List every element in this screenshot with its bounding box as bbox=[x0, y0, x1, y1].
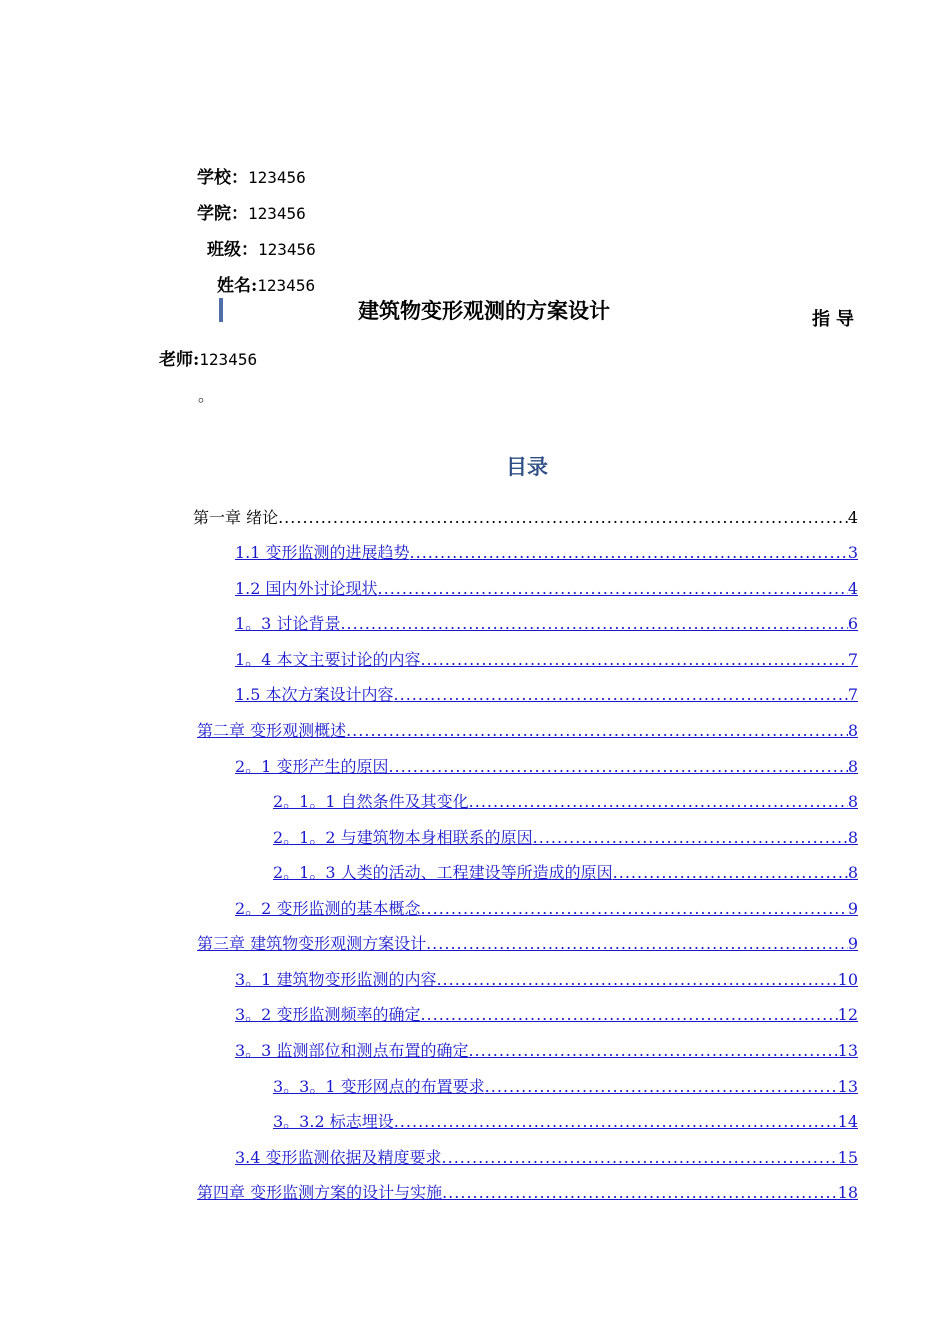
toc-entry-label: 3。2 变形监测频率的确定 bbox=[235, 1005, 421, 1024]
college-value: 123456 bbox=[248, 204, 306, 223]
toc-entry[interactable] bbox=[273, 861, 858, 885]
toc-entry-label: 1.1 变形监测的进展趋势 bbox=[235, 543, 410, 562]
text-cursor-bar bbox=[219, 298, 223, 322]
toc-entry-label: 1.2 国内外讨论现状 bbox=[235, 579, 378, 598]
toc-entry-label: 第三章 建筑物变形观测方案设计 bbox=[197, 934, 427, 953]
stray-period: 。 bbox=[198, 386, 215, 405]
toc-entry[interactable] bbox=[235, 541, 858, 565]
toc-entry-label: 2。1 变形产生的原因 bbox=[235, 757, 389, 776]
toc-leader-dots bbox=[420, 897, 847, 921]
toc-entry[interactable] bbox=[235, 968, 858, 992]
name-line bbox=[217, 271, 315, 296]
toc-title: 目录 bbox=[506, 454, 548, 479]
toc-entry-page: 10 bbox=[837, 970, 858, 989]
toc-leader-dots bbox=[346, 719, 848, 743]
toc-entry[interactable] bbox=[235, 897, 858, 921]
toc-entry-label: 第一章 绪论 bbox=[193, 508, 279, 527]
toc-entry[interactable] bbox=[193, 506, 858, 530]
toc-entry-page: 12 bbox=[837, 1005, 858, 1024]
advisor-label-part2: 老师: bbox=[159, 350, 200, 370]
toc-entry-label: 2。1。1 自然条件及其变化 bbox=[273, 792, 469, 811]
toc-entry-page: 18 bbox=[837, 1183, 858, 1202]
toc-entry-label: 3。3 监测部位和测点布置的确定 bbox=[235, 1041, 469, 1060]
advisor-value: 123456 bbox=[199, 350, 258, 369]
class-value: 123456 bbox=[258, 240, 316, 259]
toc-entry[interactable] bbox=[273, 790, 858, 814]
toc-entry[interactable] bbox=[235, 1003, 858, 1027]
toc-entry[interactable] bbox=[235, 683, 858, 707]
toc-entry-label: 2。1。3 人类的活动、工程建设等所造成的原因 bbox=[273, 863, 613, 882]
advisor-line bbox=[159, 345, 257, 370]
toc-leader-dots bbox=[388, 755, 847, 779]
toc-leader-dots bbox=[378, 577, 848, 601]
name-label: 姓名: bbox=[217, 276, 258, 296]
toc-entry-page: 4 bbox=[847, 508, 858, 527]
toc-entry-page: 8 bbox=[847, 721, 858, 740]
toc-entry-label: 2。2 变形监测的基本概念 bbox=[235, 899, 421, 918]
school-value: 123456 bbox=[248, 168, 306, 187]
toc-leader-dots bbox=[278, 506, 848, 530]
toc-entry[interactable] bbox=[197, 1181, 858, 1205]
toc-entry-label: 1.5 本次方案设计内容 bbox=[235, 685, 394, 704]
toc-entry[interactable] bbox=[235, 577, 858, 601]
class-label: 班级： bbox=[207, 240, 258, 260]
toc-entry[interactable] bbox=[197, 719, 858, 743]
toc-entry-page: 6 bbox=[847, 614, 858, 633]
toc-leader-dots bbox=[442, 1181, 838, 1205]
college-label: 学院： bbox=[197, 204, 248, 224]
toc-leader-dots bbox=[442, 1146, 838, 1170]
toc-entry-page: 9 bbox=[847, 934, 858, 953]
toc-entry[interactable] bbox=[235, 1039, 858, 1063]
toc-entry-label: 3。1 建筑物变形监测的内容 bbox=[235, 970, 437, 989]
class-line bbox=[207, 235, 316, 260]
toc-entry-label: 3。3。1 变形网点的布置要求 bbox=[273, 1077, 485, 1096]
toc-entry-label: 第四章 变形监测方案的设计与实施 bbox=[197, 1183, 443, 1202]
toc-entry-page: 7 bbox=[847, 685, 858, 704]
name-value: 123456 bbox=[257, 276, 316, 295]
school-label: 学校： bbox=[197, 168, 248, 188]
school-line bbox=[197, 163, 306, 188]
toc-entry-label: 1。3 讨论背景 bbox=[235, 614, 341, 633]
toc-entry[interactable] bbox=[273, 1075, 858, 1099]
toc-leader-dots bbox=[533, 826, 848, 850]
toc-leader-dots bbox=[420, 1003, 837, 1027]
toc-entry-page: 3 bbox=[847, 543, 858, 562]
toc-leader-dots bbox=[394, 1110, 838, 1134]
toc-entry-label: 3。3.2 标志埋设 bbox=[273, 1112, 394, 1131]
toc-entry[interactable] bbox=[235, 612, 858, 636]
toc-leader-dots bbox=[468, 1039, 837, 1063]
toc-entry-page: 15 bbox=[837, 1148, 858, 1167]
toc-leader-dots bbox=[410, 541, 848, 565]
document-title: 建筑物变形观测的方案设计 bbox=[358, 298, 610, 323]
toc-entry-page: 14 bbox=[837, 1112, 858, 1131]
toc-leader-dots bbox=[469, 790, 848, 814]
college-line bbox=[197, 199, 306, 224]
toc-entry-page: 7 bbox=[847, 650, 858, 669]
toc-entry[interactable] bbox=[273, 826, 858, 850]
toc-entry[interactable] bbox=[197, 932, 858, 956]
toc-entry-label: 1。4 本文主要讨论的内容 bbox=[235, 650, 421, 669]
toc-entry[interactable] bbox=[273, 1110, 858, 1134]
toc-entry-page: 13 bbox=[837, 1077, 858, 1096]
toc-leader-dots bbox=[420, 648, 847, 672]
toc-entry[interactable] bbox=[235, 1146, 858, 1170]
toc-leader-dots bbox=[613, 861, 848, 885]
toc-leader-dots bbox=[394, 683, 848, 707]
toc-leader-dots bbox=[436, 968, 837, 992]
toc-entry-page: 8 bbox=[847, 792, 858, 811]
toc-entry-page: 13 bbox=[837, 1041, 858, 1060]
toc-leader-dots bbox=[340, 612, 847, 636]
toc-entry-page: 8 bbox=[847, 757, 858, 776]
toc-entry-label: 第二章 变形观测概述 bbox=[197, 721, 347, 740]
toc-entry[interactable] bbox=[235, 755, 858, 779]
advisor-label-part1: 指导 bbox=[812, 309, 860, 330]
toc-entry-label: 3.4 变形监测依据及精度要求 bbox=[235, 1148, 442, 1167]
toc-entry-page: 8 bbox=[847, 828, 858, 847]
toc-entry-label: 2。1。2 与建筑物本身相联系的原因 bbox=[273, 828, 533, 847]
toc-leader-dots bbox=[485, 1075, 838, 1099]
toc-entry-page: 8 bbox=[847, 863, 858, 882]
toc-leader-dots bbox=[426, 932, 848, 956]
toc-entry-page: 4 bbox=[847, 579, 858, 598]
toc-entry[interactable] bbox=[235, 648, 858, 672]
toc-entry-page: 9 bbox=[847, 899, 858, 918]
